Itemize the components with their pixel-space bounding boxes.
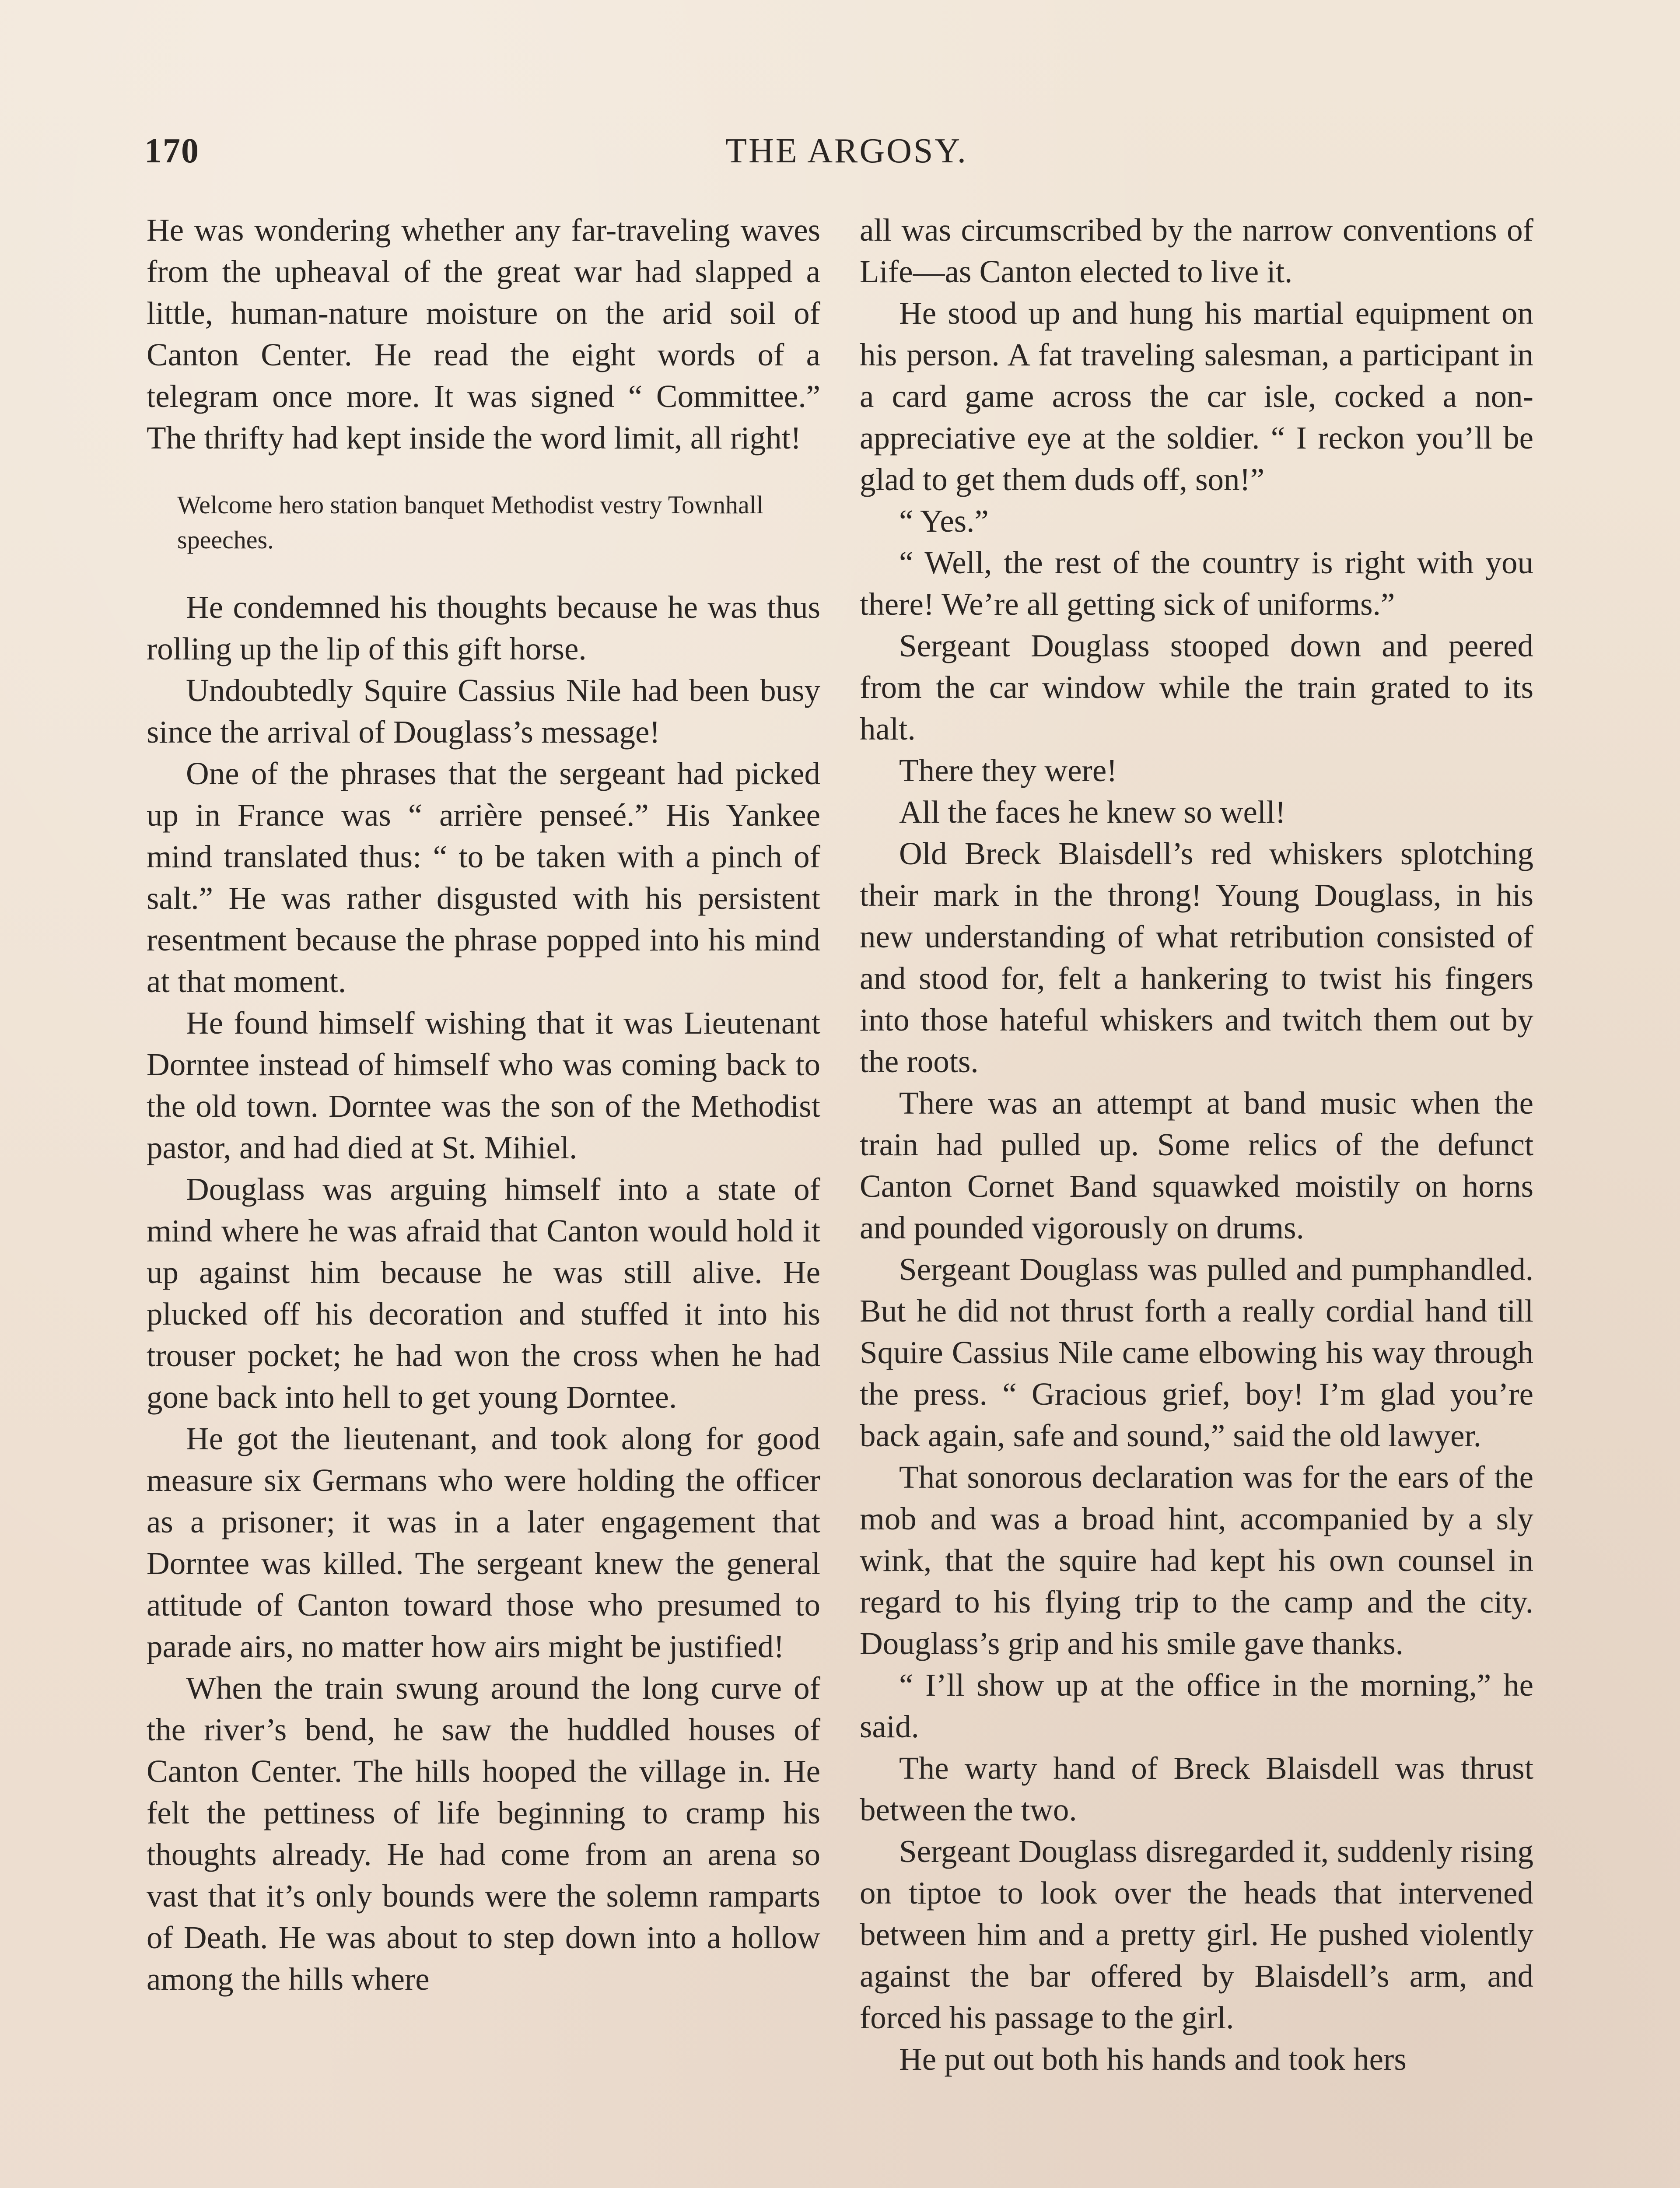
paragraph: Sergeant Douglass stooped down and peered from the car window while the train grated to its halt. xyxy=(860,628,1533,747)
telegram-text: Welcome hero station banquet Methodist vestry Townhall speeches. xyxy=(177,491,764,554)
paragraph: all was circumscribed by the narrow conventions of Life—as Canton elected to live it. xyxy=(860,212,1533,289)
page-number: 170 xyxy=(144,132,200,170)
page-header xyxy=(144,131,1549,179)
paragraph: One of the phrases that the sergeant had picked up in France was “ arrière penseé.” His Yankee mind translated thus: “ to be taken with a pinch of salt.” He was rather disgusted with his persistent resentment because the phrase popped into his mind at that moment. xyxy=(147,756,820,999)
paragraph: He got the lieutenant, and took along for good measure six Germans who were holding the officer as a prisoner; it was in a later engagement that Dorntee was killed. The sergeant knew the general attitude of Canton toward those who presumed to parade airs, no matter how airs might be justified! xyxy=(147,1421,820,1664)
paragraph: “ I’ll show up at the office in the morning,” he said. xyxy=(860,1667,1533,1744)
paragraph: “ Well, the rest of the country is right with you there! We’re all getting sick of uniforms.” xyxy=(860,545,1533,622)
paragraph: Douglass was arguing himself into a state of mind where he was afraid that Canton would hold it up against him because he was still alive. He plucked off his decoration and stuffed it into his trouser pocket; he had won the cross when he had gone back into hell to get young Dorntee. xyxy=(147,1171,820,1415)
paragraph: That sonorous declaration was for the ears of the mob and was a broad hint, accompanied by a sly wink, that the squire had kept his own counsel in regard to his flying trip to the camp and the city. Douglass’s grip and his smile gave thanks. xyxy=(860,1459,1533,1661)
paragraph: He put out both his hands and took hers xyxy=(899,2041,1407,2077)
running-title: THE ARGOSY. xyxy=(725,132,968,170)
left-column xyxy=(147,209,820,2000)
paragraph: Old Breck Blaisdell’s red whiskers splotching their mark in the throng! Young Douglass, in his new understanding of what retribution consisted of and stood for, felt a hankering to twist his fingers into those hateful whiskers and twitch them out by the roots. xyxy=(860,836,1533,1079)
paragraph: All the faces he knew so well! xyxy=(899,794,1286,830)
paragraph: There was an attempt at band music when the train had pulled up. Some relics of the defunct Canton Cornet Band squawked moistily on horns and pounded vigorously on drums. xyxy=(860,1085,1533,1245)
paragraph: He stood up and hung his martial equipment on his person. A fat traveling salesman, a participant in a card game across the car isle, cocked a non-appreciative eye at the soldier. “ I reckon you’ll be glad to get them duds off, son!” xyxy=(860,295,1533,497)
right-column xyxy=(860,209,1533,2080)
paragraph: Sergeant Douglass disregarded it, suddenly rising on tiptoe to look over the heads that intervened between him and a pretty girl. He pushed violently against the bar offered by Blaisdell’s arm, and forced his passage to the girl. xyxy=(860,1834,1533,2035)
paragraph: “ Yes.” xyxy=(899,503,989,539)
paragraph: He was wondering whether any far-traveling waves from the upheaval of the great war had slapped a little, human-nature moisture on the arid soil of Canton Center. He read the eight words of a telegram once more. It was signed “ Committee.” The thrifty had kept inside the word limit, all right! xyxy=(147,212,820,456)
paragraph: There they were! xyxy=(899,753,1117,788)
paragraph: When the train swung around the long curve of the river’s bend, he saw the huddled houses of Canton Center. The hills hooped the village in. He felt the pettiness of life beginning to cramp his thoughts already. He had come from an arena so vast that it’s only bounds were the solemn ramparts of Death. He was about to step down into a hollow among the hills where xyxy=(147,1670,820,1997)
paragraph: Undoubtedly Squire Cassius Nile had been busy since the arrival of Douglass’s message! xyxy=(147,673,820,750)
paragraph: He condemned his thoughts because he was thus rolling up the lip of this gift horse. xyxy=(147,589,820,666)
paragraph: He found himself wishing that it was Lieutenant Dorntee instead of himself who was coming back to the old town. Dorntee was the son of the Methodist pastor, and had died at St. Mihiel. xyxy=(147,1005,820,1165)
paragraph: The warty hand of Breck Blaisdell was thrust between the two. xyxy=(860,1750,1533,1827)
paragraph: Sergeant Douglass was pulled and pumphandled. But he did not thrust forth a really cordial hand till Squire Cassius Nile came elbowing his way through the press. “ Gracious grief, boy! I’m glad you’re back again, safe and sound,” said the old lawyer. xyxy=(860,1252,1533,1453)
